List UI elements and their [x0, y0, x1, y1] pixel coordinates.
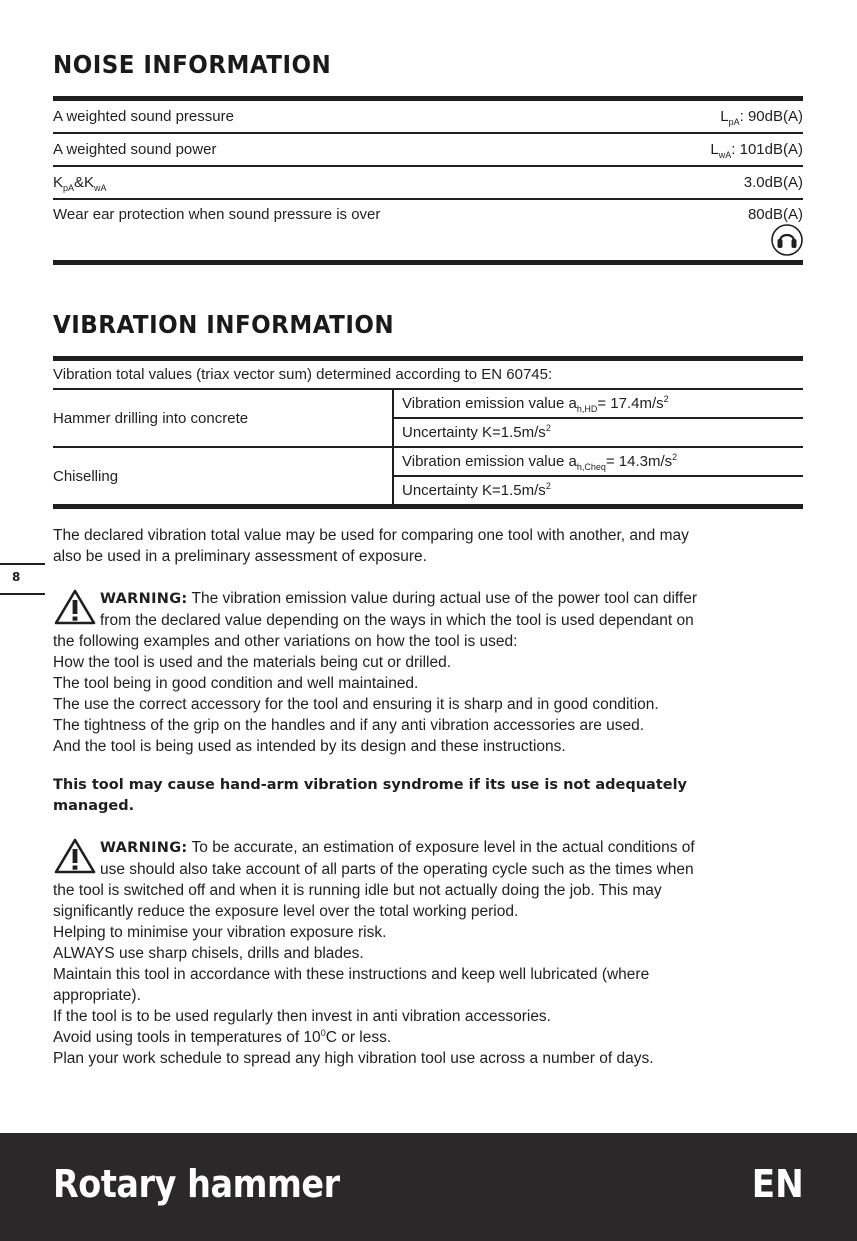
warning-block: WARNING: To be accurate, an estimation of exposure level in the actual conditions of use should also take account of all parts of the operating cycle such as the times when the tool is switched off and when it is running idle but not actually doing the job. This may significantly reduce the exposure level over the total working period. Helping to minimise your vibration exposure risk. ALWAYS use sharp chisels, drills and blades. Maintain this tool in accordance with these instructions and keep well lubricated (where appropriate). If the tool is to be used regularly then invest in anti vibration accessories. Avoid using tools in temperatures of $10^0C$ or less. Plan your work schedule to spread any high vibration tool use across a number of days. — [53, 839, 695, 1067]
noise-value: 3.0dB(A) — [743, 173, 803, 191]
noise-row — [53, 165, 803, 198]
vibration-emission-value: Vibration emission value $a_{h,HD}= 17.4m/s^2$ — [394, 390, 803, 419]
vibration-heading: VIBRATION INFORMATION — [53, 310, 395, 339]
noise-label: A weighted sound power — [53, 140, 217, 158]
warning-block: WARNING: The vibration emission value during actual use of the power tool can differ from the declared value depending on the ways in which the tool is used dependant on the following examples and other variations on how the tool is used: How the tool is used and the materials being cut or drilled. The tool being in good condition and well maintained. The use the correct accessory for the tool and ensuring it is sharp and in good condition. The tightness of the grip on the handles and if any anti vibration accessories are used. And the tool is being used as intended by its design and these instructions. — [53, 590, 698, 755]
noise-label: $K_{pA}\&K_{wA}$ — [53, 173, 107, 193]
declared-value-paragraph: The declared vibration total value may be used for comparing one tool with another, and may also be used in a preliminary assessment of exposure. — [53, 527, 689, 565]
noise-value: $L_{pA}$: 90dB(A) — [720, 107, 803, 127]
warning-triangle-icon — [53, 837, 97, 875]
noise-heading: NOISE INFORMATION — [53, 50, 332, 79]
noise-row — [53, 96, 803, 132]
hav-note: This tool may cause hand-arm vibration syndrome if its use is not adequately managed. — [53, 777, 688, 814]
vibration-group — [53, 390, 803, 448]
vibration-table — [53, 356, 803, 509]
warning-triangle-icon — [53, 588, 97, 626]
page-number-tab — [0, 563, 45, 595]
footer-title: Rotary hammer — [53, 1162, 340, 1206]
noise-label: Wear ear protection when sound pressure is over — [53, 206, 381, 223]
noise-row — [53, 132, 803, 165]
vibration-emission-value: Vibration emission value $a_{h,Cheq}= 14.3m/s^2$ — [394, 448, 803, 477]
page-number: 8 — [12, 570, 21, 584]
noise-row — [53, 198, 803, 255]
vibration-uncertainty: Uncertainty $K=1.5m/s^2$ — [402, 481, 551, 499]
ear-protection-icon — [771, 224, 803, 256]
vibration-group-name: Hammer drilling into concrete — [53, 390, 394, 446]
noise-label: A weighted sound pressure — [53, 107, 234, 125]
noise-value: 80dB(A) — [747, 206, 803, 223]
noise-value: $L_{wA}$: 101dB(A) — [710, 140, 803, 160]
vibration-uncertainty: Uncertainty $K=1.5m/s^2$ — [402, 423, 551, 441]
vibration-group-name: Chiselling — [53, 448, 394, 504]
warning-label: WARNING: — [100, 591, 188, 607]
warning-label: WARNING: — [100, 840, 188, 856]
footer-language: EN — [752, 1162, 804, 1206]
vibration-table-header: Vibration total values (triax vector sum) determined according to EN 60745: — [53, 356, 803, 390]
vibration-group — [53, 448, 803, 509]
noise-table — [53, 96, 803, 255]
noise-bottom-rule — [53, 260, 803, 265]
